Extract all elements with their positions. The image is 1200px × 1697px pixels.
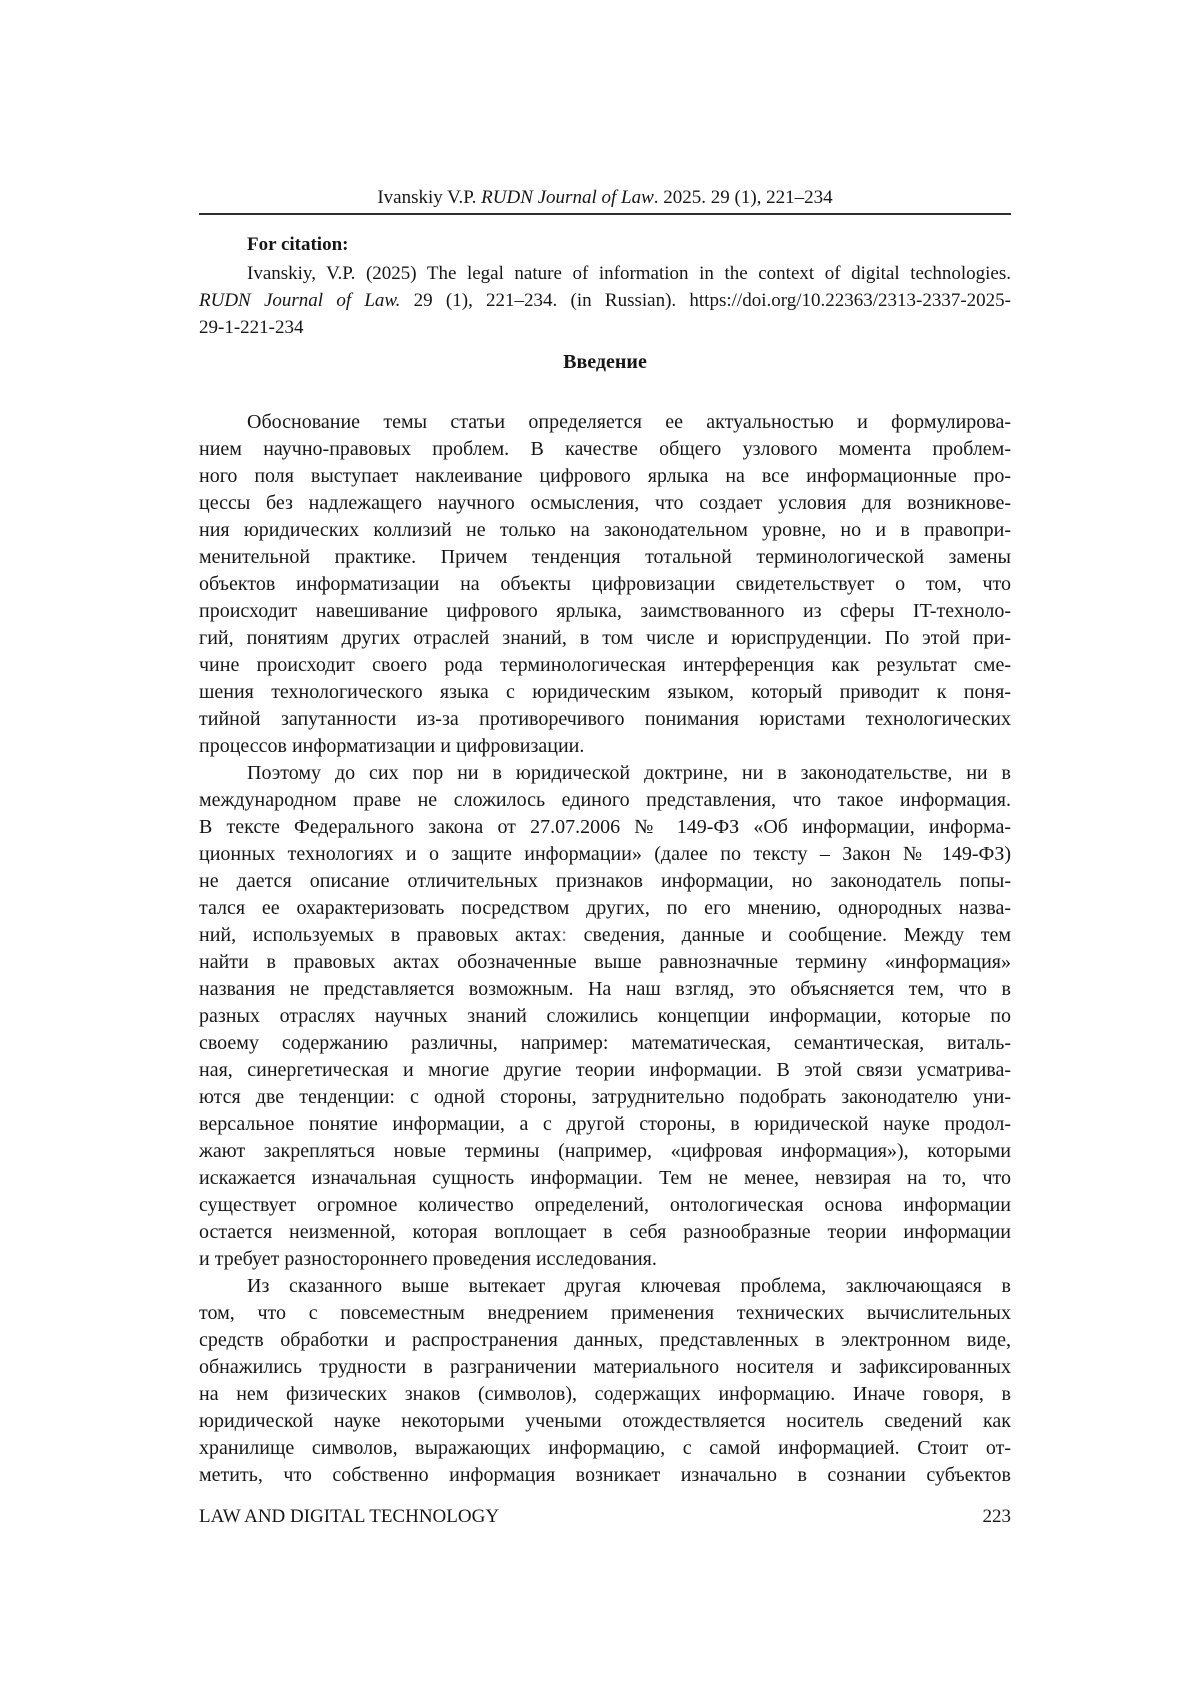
text-line [199, 260, 1011, 287]
text-run: 29-1-221-234 [199, 317, 304, 338]
text-line: жают закрепляться новые термины (например, «цифровая информация»), которыми [199, 1140, 1011, 1162]
text-line: обнажились трудности в разграничении материального носителя и зафиксированных [199, 1356, 1011, 1378]
article-body [199, 409, 1011, 1489]
page-number: 223 [982, 1506, 1011, 1527]
text-run: ний, используемых в правовых актах [199, 924, 562, 946]
text-line: тался ее охарактеризовать посредством других, по его мнению, однородных назва- [199, 897, 1011, 919]
text-line: ния юридических коллизий не только на законодательном уровне, но и в правопри- [199, 519, 1011, 541]
text-line: нием научно-правовых проблем. В качестве общего узлового момента проблем- [199, 438, 1011, 460]
text-line: разных отраслях научных знаний сложились концепции информации, которые по [199, 1005, 1011, 1027]
citation-block [199, 260, 1011, 341]
text-line: цессы без надлежащего научного осмысления, что создает условия для возникнове- [199, 492, 1011, 514]
text-line: чине происходит своего рода терминологическая интерференция как результат сме- [199, 654, 1011, 676]
text-line: юридической науке некоторыми учеными отождествляется носитель сведений как [199, 1410, 1011, 1432]
text-line: ются две тенденции: с одной стороны, затруднительно подобрать законодателю уни- [199, 1086, 1011, 1108]
text-line: своему содержанию различны, например: математическая, семантическая, виталь- [199, 1032, 1011, 1054]
text-run: RUDN Journal of Law [481, 187, 654, 208]
text-line: международном праве не сложилось единого представления, что такое информация. [199, 789, 1011, 811]
text-column [199, 0, 1011, 1530]
paragraph [199, 760, 1011, 1273]
text-line: ная, синергетическая и многие другие теории информации. В этой связи усматрива- [199, 1059, 1011, 1081]
text-line: объектов информатизации на объекты цифровизации свидетельствует о том, что [199, 573, 1011, 595]
text-line: ного поля выступает наклеивание цифрового ярлыка на все информационные про- [199, 465, 1011, 487]
for-citation-label: For citation: [247, 234, 349, 255]
text-line: Поэтому до сих пор ни в юридической доктрине, ни в законодательстве, ни в [247, 762, 1011, 784]
text-line: В тексте Федерального закона от 27.07.2006 № 149-ФЗ «Об информации, информа- [199, 816, 1011, 838]
text-line: тийной запутанности из-за противоречивого понимания юристами технологических [199, 708, 1011, 730]
text-line: Из сказанного выше вытекает другая ключевая проблема, заключающаяся в [247, 1275, 1011, 1297]
text-line: метить, что собственно информация возникает изначально в сознании субъектов [199, 1464, 1011, 1486]
text-line: искажается изначальная сущность информации. Тем не менее, невзирая на то, что [199, 1167, 1011, 1189]
text-run: . 2025. 29 (1), 221–234 [653, 187, 833, 208]
text-line: найти в правовых актах обозначенные выше равнозначные термину «информация» [199, 951, 1011, 973]
page-footer [199, 1503, 1011, 1530]
text-line: не дается описание отличительных признаков информации, но законодатель попы- [199, 870, 1011, 892]
running-header [199, 186, 1011, 210]
text-line: существует огромное количество определений, онтологическая основа информации [199, 1194, 1011, 1216]
text-run: Ivanskiy, V.P. (2025) The legal nature of information in the context of digital technologies. [247, 263, 1011, 284]
text-line [199, 287, 1011, 314]
text-run: RUDN Journal of Law. [199, 290, 401, 311]
text-line: остается неизменной, которая воплощает в себя разнообразные теории информации [199, 1221, 1011, 1243]
footer-journal-section: LAW AND DIGITAL TECHNOLOGY [199, 1506, 500, 1527]
text-line: и требует разностороннего проведения исследования. [199, 1248, 657, 1270]
text-line [199, 922, 1011, 949]
text-line: ционных технологиях и о защите информации» (далее по тексту – Закон № 149-ФЗ) [199, 843, 1011, 865]
paragraph [199, 1273, 1011, 1489]
text-line: процессов информатизации и цифровизации. [199, 735, 585, 757]
text-run: Ivanskiy V.P. [377, 187, 482, 208]
paragraph [199, 409, 1011, 760]
text-line: менительной практике. Причем тенденция тотальной терминологической замены [199, 546, 1011, 568]
text-line: том, что с повсеместным внедрением применения технических вычислительных [199, 1302, 1011, 1324]
text-line: хранилище символов, выражающих информацию, с самой информацией. Стоит от- [199, 1437, 1011, 1459]
text-line [199, 314, 1011, 341]
text-run: 29 (1), 221–234. (in Russian). https://doi.org/10.22363/2313-2337-2025- [400, 290, 1011, 311]
text-run: сведения, данные и сообщение. Между тем [566, 924, 1011, 946]
text-line: средств обработки и распространения данных, представленных в электронном виде, [199, 1329, 1011, 1351]
text-line: происходит навешивание цифрового ярлыка, заимствованного из сферы IT-техноло- [199, 600, 1011, 622]
text-line: названия не представляется возможным. На наш взгляд, это объясняется тем, что в [199, 978, 1011, 1000]
text-line: на нем физических знаков (символов), содержащих информацию. Иначе говоря, в [199, 1383, 1011, 1405]
text-run: : [561, 924, 567, 946]
section-heading: Введение [563, 351, 647, 373]
text-line: шения технологического языка с юридическим языком, который приводит к поня- [199, 681, 1011, 703]
text-line: Обоснование темы статьи определяется ее актуальностью и формулирова- [247, 411, 1011, 433]
text-line: гий, понятиям других отраслей знаний, в том числе и юриспруденции. По этой при- [199, 627, 1011, 649]
header-rule [199, 213, 1011, 215]
text-line: версальное понятие информации, а с другой стороны, в юридической науке продол- [199, 1113, 1011, 1135]
